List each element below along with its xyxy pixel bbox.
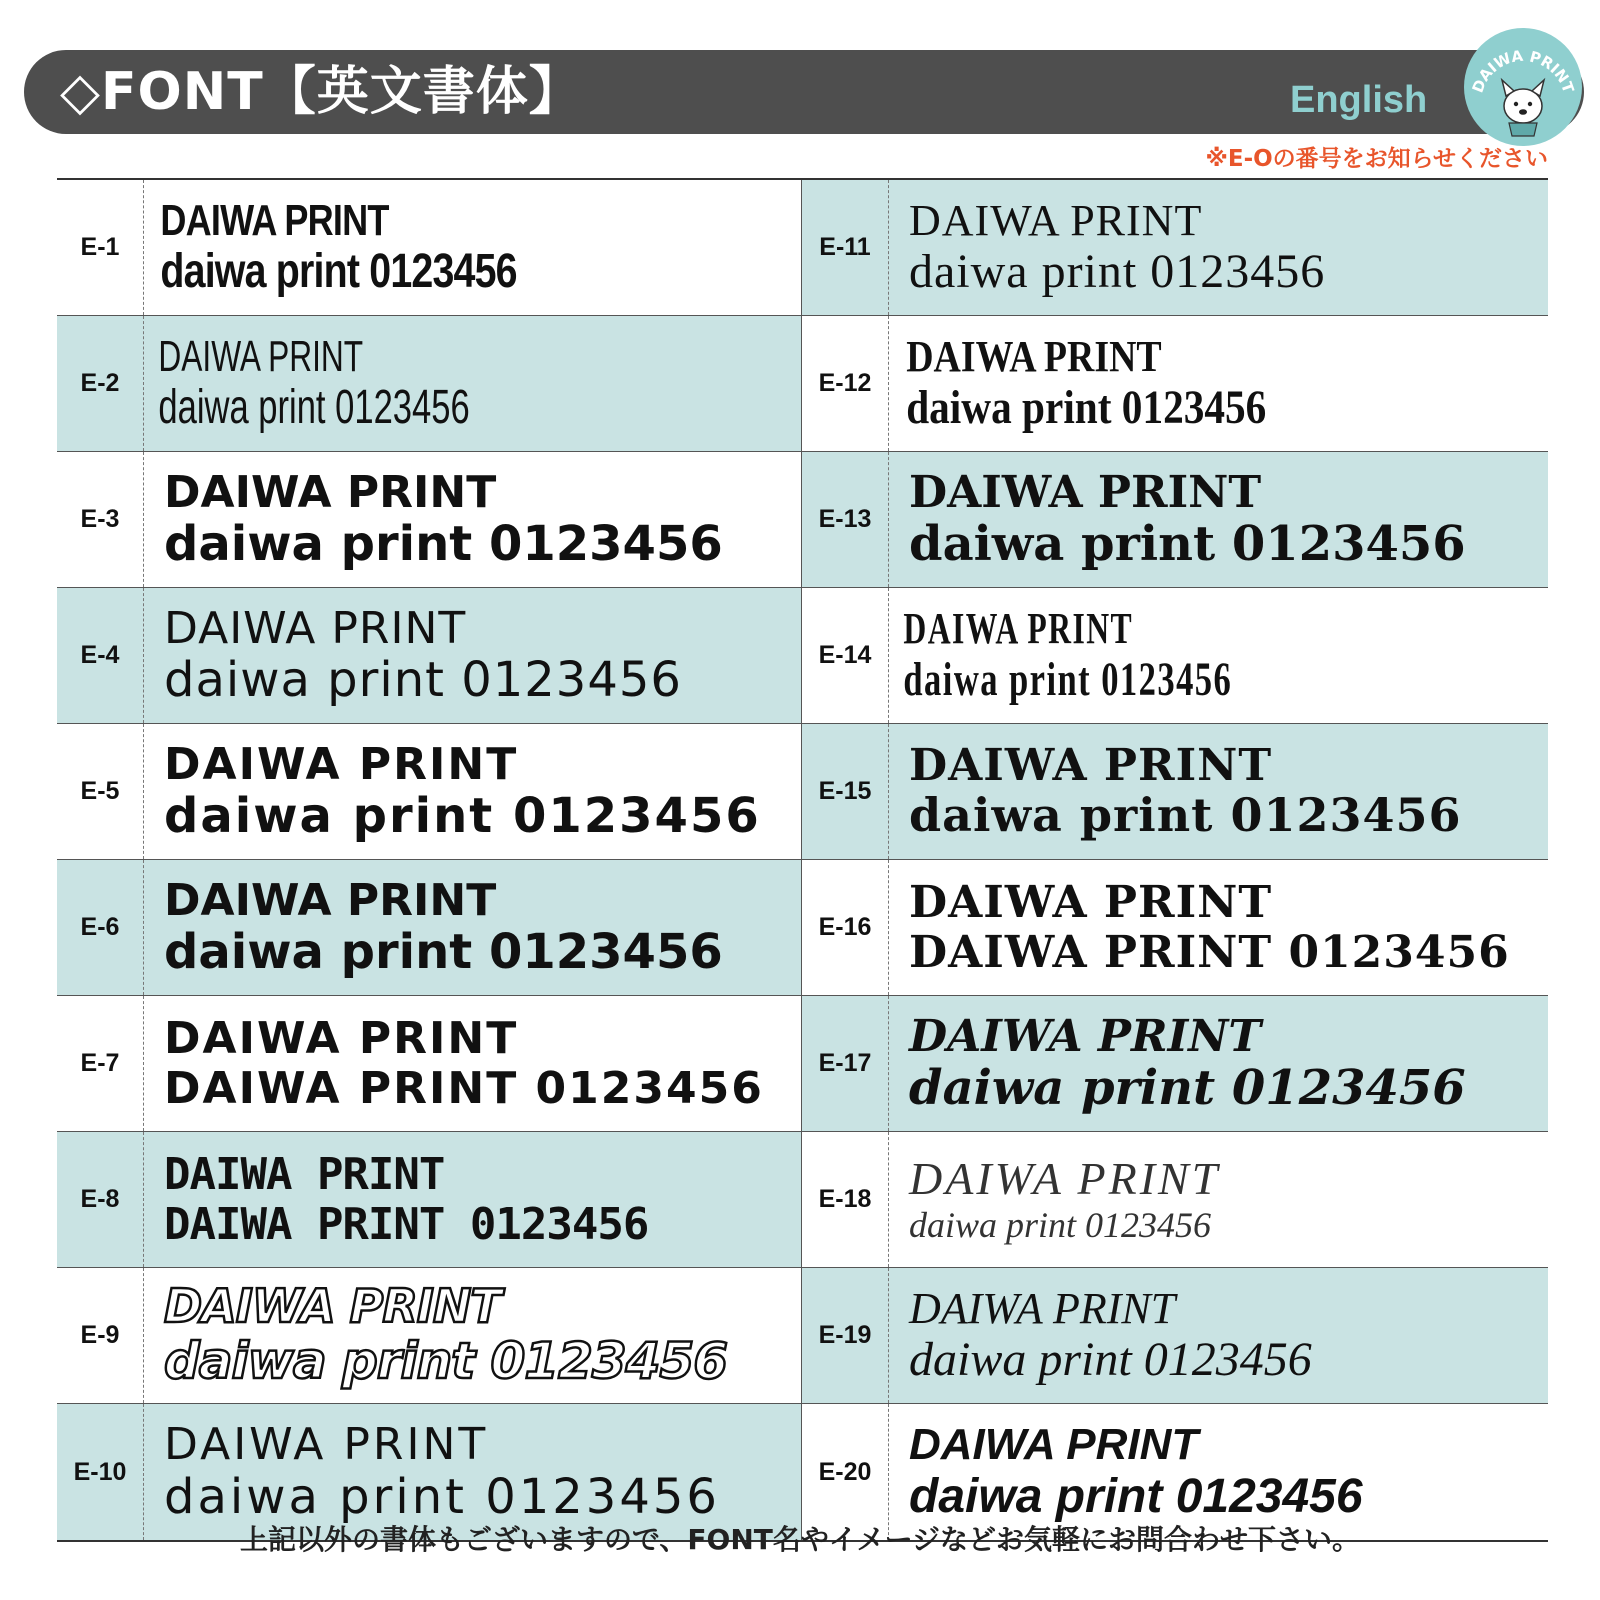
font-row-e19 bbox=[802, 1268, 1548, 1404]
brand-logo bbox=[1464, 28, 1582, 146]
sample-line-1: DAIWA PRINT bbox=[164, 1148, 445, 1200]
font-sample bbox=[144, 180, 683, 315]
sample-line-1: DAIWA PRINT bbox=[160, 195, 389, 245]
sample-line-1: DAIWA PRINT bbox=[164, 1012, 519, 1064]
font-sample bbox=[144, 724, 801, 859]
font-code: E-3 bbox=[57, 452, 144, 587]
font-row-e17 bbox=[802, 996, 1548, 1132]
sample-line-2: DAIWA PRINT 0123456 bbox=[164, 1198, 649, 1250]
font-sample bbox=[889, 180, 1548, 315]
logo-text: DAIWA PRINT bbox=[1468, 46, 1578, 96]
sample-line-2: daiwa print 0123456 bbox=[909, 788, 1462, 843]
sample-line-2: daiwa print 0123456 bbox=[903, 653, 1233, 707]
sample-line-1: DAIWA PRINT bbox=[903, 603, 1134, 653]
font-row-e3 bbox=[57, 452, 802, 588]
font-row-e9 bbox=[57, 1268, 802, 1404]
sample-line-1: DAIWA PRINT bbox=[906, 331, 1162, 381]
sample-line-2: daiwa print 0123456 bbox=[164, 924, 723, 981]
sample-line-1: DAIWA PRINT bbox=[909, 466, 1262, 518]
font-row-e1 bbox=[57, 180, 802, 316]
font-row-e4 bbox=[57, 588, 802, 724]
font-sample bbox=[144, 1132, 801, 1267]
sample-line-1: DAIWA PRINT bbox=[909, 195, 1203, 245]
font-row-e6 bbox=[57, 860, 802, 996]
font-sample bbox=[144, 452, 801, 587]
font-code: E-12 bbox=[802, 316, 889, 451]
font-row-e15 bbox=[802, 724, 1548, 860]
sample-line-1: DAIWA PRINT bbox=[909, 1010, 1262, 1062]
sample-line-1: DAIWA PRINT bbox=[164, 466, 497, 518]
footer-note: 上記以外の書体もございますので、FONT名やイメージなどお気軽にお問合わせ下さい。 bbox=[239, 1523, 1361, 1556]
sample-line-2: daiwa print 0123456 bbox=[909, 245, 1326, 299]
sample-line-1: DAIWA PRINT bbox=[909, 739, 1273, 791]
font-row-e8 bbox=[57, 1132, 802, 1268]
sample-line-2: daiwa print 0123456 bbox=[909, 1060, 1466, 1117]
sample-line-1: DAIWA PRINT bbox=[164, 1419, 489, 1471]
font-sample bbox=[889, 316, 1456, 451]
sample-line-2: daiwa print 0123456 bbox=[909, 1333, 1312, 1387]
font-row-e14 bbox=[802, 588, 1548, 724]
sample-line-2: daiwa print 0123456 bbox=[164, 788, 761, 845]
sample-line-1: DAIWA PRINT bbox=[164, 602, 467, 654]
font-row-e11 bbox=[802, 180, 1548, 316]
font-code: E-17 bbox=[802, 996, 889, 1131]
font-code: E-4 bbox=[57, 588, 144, 723]
font-sample bbox=[144, 588, 801, 723]
sample-line-2: daiwa print 0123456 bbox=[909, 516, 1466, 573]
font-code: E-9 bbox=[57, 1268, 144, 1403]
font-code: E-20 bbox=[802, 1404, 889, 1540]
font-sample bbox=[889, 1132, 1548, 1267]
font-row-e13 bbox=[802, 452, 1548, 588]
font-row-e2 bbox=[57, 316, 802, 452]
font-sample bbox=[144, 1268, 801, 1403]
bulldog-mascot-icon bbox=[1464, 28, 1582, 146]
sample-line-2: daiwa print 0123456 bbox=[906, 381, 1267, 435]
sample-line-2: daiwa print 0123456 bbox=[164, 1468, 720, 1525]
sample-line-1: DAIWA PRINT bbox=[164, 738, 519, 790]
font-sample bbox=[144, 996, 801, 1131]
font-code: E-18 bbox=[802, 1132, 889, 1267]
sample-line-2: DAIWA PRINT 0123456 bbox=[909, 926, 1510, 978]
font-code: E-10 bbox=[57, 1404, 144, 1540]
font-code: E-2 bbox=[57, 316, 144, 451]
font-code: E-5 bbox=[57, 724, 144, 859]
page-title: ◇FONT【英文書体】 bbox=[60, 62, 582, 122]
font-row-e16 bbox=[802, 860, 1548, 996]
font-sample-table bbox=[57, 178, 1548, 1542]
font-sample bbox=[889, 996, 1548, 1131]
font-sample bbox=[889, 452, 1548, 587]
sample-line-1: DAIWA PRINT bbox=[909, 876, 1273, 928]
font-code: E-11 bbox=[802, 180, 889, 315]
font-code: E-14 bbox=[802, 588, 889, 723]
sample-line-2: daiwa print 0123456 bbox=[164, 516, 723, 573]
font-code: E-13 bbox=[802, 452, 889, 587]
sample-line-2: daiwa print 0123456 bbox=[164, 1332, 728, 1391]
font-sample bbox=[889, 724, 1548, 859]
font-code: E-16 bbox=[802, 860, 889, 995]
sample-line-2: daiwa print 0123456 bbox=[909, 1469, 1363, 1523]
font-code: E-1 bbox=[57, 180, 144, 315]
sample-line-1: DAIWA PRINT bbox=[909, 1153, 1221, 1205]
font-row-e12 bbox=[802, 316, 1548, 452]
sample-line-1: DAIWA PRINT bbox=[909, 1420, 1199, 1470]
font-row-e7 bbox=[57, 996, 802, 1132]
font-sample bbox=[144, 860, 801, 995]
font-sample bbox=[889, 860, 1548, 995]
sample-line-2: DAIWA PRINT 0123456 bbox=[164, 1062, 764, 1114]
notice-text: ※E-Oの番号をお知らせください bbox=[1205, 146, 1548, 172]
sample-line-2: daiwa print 0123456 bbox=[160, 245, 517, 299]
font-code: E-8 bbox=[57, 1132, 144, 1267]
language-label: English bbox=[1290, 79, 1428, 121]
font-sample bbox=[889, 588, 1363, 723]
sample-line-2: daiwa print 0123456 bbox=[164, 652, 682, 709]
font-code: E-15 bbox=[802, 724, 889, 859]
font-code: E-19 bbox=[802, 1268, 889, 1403]
sample-line-2: daiwa print 0123456 bbox=[909, 1205, 1212, 1246]
sample-line-1: DAIWA PRINT bbox=[158, 331, 364, 381]
sample-line-1: DAIWA PRINT bbox=[909, 1283, 1176, 1333]
sample-line-1: DAIWA PRINT bbox=[164, 874, 497, 926]
font-sample bbox=[144, 316, 617, 451]
font-row-e5 bbox=[57, 724, 802, 860]
font-code: E-6 bbox=[57, 860, 144, 995]
sample-line-2: daiwa print 0123456 bbox=[158, 381, 470, 435]
font-row-e18 bbox=[802, 1132, 1548, 1268]
font-sample bbox=[889, 1268, 1548, 1403]
font-code: E-7 bbox=[57, 996, 144, 1131]
sample-line-1: DAIWA PRINT bbox=[164, 1279, 501, 1334]
